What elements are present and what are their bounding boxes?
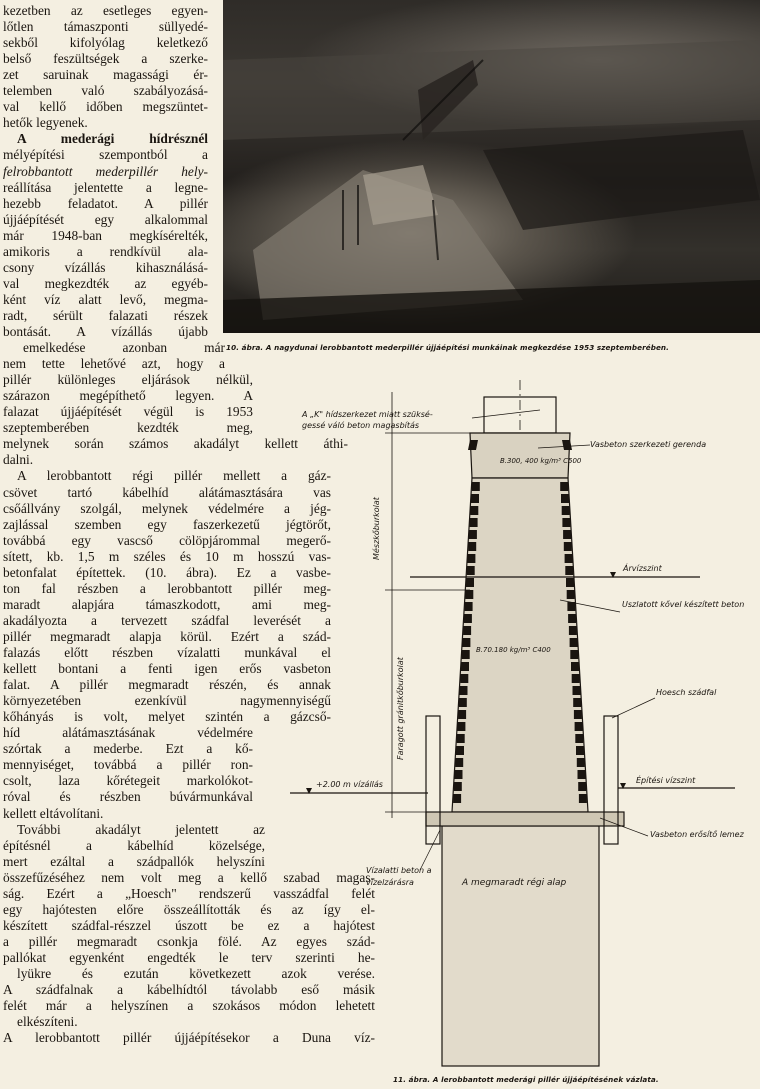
granite-block — [462, 650, 470, 659]
diagram-vertical-label-2: Faragott gránitkőburkolat — [396, 657, 405, 760]
granite-block — [465, 590, 473, 599]
text-line: falazás előtt részben vízalatti munkával el — [3, 645, 331, 660]
granite-block — [463, 626, 471, 635]
diagram-underwater-label-1: Vízalatti beton a — [366, 866, 432, 875]
text-line: ság. Ezért a „Hoesch" rendszerű vasszádfal felét — [3, 885, 375, 901]
text-line: bontását. A vízállás újabb — [3, 324, 208, 339]
granite-block — [455, 758, 463, 767]
text-line: környezetében ezenkívül nagymennyiségű — [3, 693, 331, 709]
text-line: róval és részben búvármunkával — [3, 789, 253, 805]
granite-block — [468, 542, 476, 551]
text-line: melynek során számos akadályt kellett áthi- — [3, 436, 348, 452]
diagram-vertical-label-1: Mészkőburkolat — [372, 497, 381, 560]
text-line: telemben való szabályozásá- — [3, 83, 208, 99]
text-line: belső feszültségek a szerke- — [3, 51, 208, 67]
diagram-concrete-top-label: B.300, 400 kg/m³ C500 — [500, 457, 582, 465]
text-line: hetők legyenek. — [3, 115, 88, 131]
concrete-cap — [470, 433, 570, 478]
granite-block — [566, 578, 574, 587]
granite-block — [565, 554, 573, 563]
granite-block — [466, 578, 474, 587]
granite-block — [470, 506, 478, 515]
text-line: egy hajótesten előre összeállították és az így el- — [3, 901, 375, 917]
granite-block — [574, 710, 582, 719]
text-line: szeptemberében kezdték meg, — [3, 420, 253, 436]
granite-block — [471, 494, 479, 503]
text-line: mélyépítési szempontból a — [3, 147, 208, 163]
granite-block — [560, 482, 568, 491]
diagram-sheet-pile-label: Hoesch szádfal — [656, 688, 717, 697]
text-line: lyükre és ezután következett azok verése. — [17, 966, 375, 981]
granite-block — [467, 566, 475, 575]
text-line: A szádfalnak a kábelhídtól távolabb eső másik — [3, 982, 375, 998]
granite-block — [469, 530, 477, 539]
text-line: továbbá egy vascső cölöpjárommal megerő- — [3, 532, 331, 548]
text-line: újjáépítését egy alkalommal — [3, 211, 208, 227]
text-line: összefűzéséhez nem volt meg a kellő szabad magas- — [3, 869, 375, 885]
pier-diagram — [262, 368, 760, 1076]
granite-block — [569, 626, 577, 635]
granite-block — [576, 746, 584, 755]
granite-block — [458, 710, 466, 719]
granite-block — [457, 722, 465, 731]
text-line: A lerobbantott régi pillér mellett a gáz- — [17, 468, 331, 484]
text-line: emelkedése azonban már — [23, 340, 225, 356]
text-line: híd alátámasztásának védelmére — [3, 725, 253, 741]
text-line: val kellő időben megszüntet- — [3, 99, 208, 115]
photo-caption: 10. ábra. A nagydunai lerobbantott mederpillér újjáépítési munkáinak megkezdése 1953 szeptemberében. — [226, 343, 669, 352]
granite-block — [568, 614, 576, 623]
text-line: pillér különleges eljárások nélkül, — [3, 372, 253, 388]
granite-block — [573, 686, 581, 695]
diagram-top-note-2: gessé váló beton magasbítás — [302, 421, 420, 430]
text-line: pillér megmaradt alapja körül. Ezért a szád- — [3, 628, 331, 644]
text-line: pallókat egyenként engedték le terv szerinti he- — [3, 949, 375, 965]
text-line: a pillér megmaradt csonkja fölé. Az egyes szád- — [3, 933, 375, 949]
granite-block — [573, 698, 581, 707]
text-line: szórtak a mederbe. Ezt a kő- — [3, 741, 253, 757]
diagram-flood-level-label: Árvízszint — [623, 564, 662, 573]
text-line: készített szádfal-részzel úszott be ez a hajótest — [3, 917, 375, 933]
old-foundation — [442, 826, 599, 1066]
text-line: ton fal részben a lerobbantott pillér meg- — [3, 580, 331, 596]
text-line: felrobbantott mederpillér hely- — [3, 163, 208, 179]
granite-block — [461, 662, 469, 671]
granite-block — [456, 746, 464, 755]
text-line: zet saruinak magassági ér- — [3, 67, 208, 83]
granite-block — [570, 638, 578, 647]
diagram-fill-label: Uszlatott kővel készített beton — [622, 600, 745, 609]
granite-block — [578, 770, 586, 779]
reinforcing-plate — [426, 812, 624, 826]
text-line: építésnél a kábelhíd közelsége, — [3, 837, 265, 853]
granite-block — [564, 542, 572, 551]
text-line: elkészíteni. — [17, 1014, 78, 1030]
diagram-plate-label: Vasbeton erősítő lemez — [650, 830, 744, 839]
text-line: kellett bontani a fenti igen erős vasbeton — [3, 661, 331, 677]
granite-block — [575, 734, 583, 743]
photo-scene — [223, 0, 760, 333]
granite-block — [562, 506, 570, 515]
granite-block — [563, 530, 571, 539]
text-line: lőtlen támaszponti süllyedé- — [3, 19, 208, 35]
text-line: csolt, laza kőrétegeit markolókot- — [3, 773, 253, 789]
construction-photo — [223, 0, 760, 333]
text-line: már 1948-ban megkísérelték, — [3, 227, 208, 243]
granite-block — [562, 518, 570, 527]
text-line: nem tette lehetővé azt, hogy a — [3, 356, 225, 372]
granite-block — [454, 782, 462, 791]
text-line: falat. A pillér megmaradt részén, és annak — [3, 677, 331, 693]
granite-block — [465, 602, 473, 611]
text-line: hezebb feladatot. A pillér — [3, 195, 208, 211]
granite-block — [460, 674, 468, 683]
text-line: val megkezdték az egyéb- — [3, 275, 208, 291]
text-line: radt, sérült falazati részek — [3, 307, 208, 323]
granite-block — [567, 590, 575, 599]
granite-block — [575, 722, 583, 731]
granite-block — [570, 650, 578, 659]
text-line: akadályozta a tervezett szádfal leverését a — [3, 612, 331, 628]
granite-block — [472, 482, 480, 491]
granite-block — [467, 554, 475, 563]
diagram-build-level-label: Építési vízszint — [636, 776, 696, 785]
granite-block — [579, 794, 587, 803]
granite-block — [455, 770, 463, 779]
text-line: szárazon megépíthető legyen. A — [3, 388, 253, 404]
text-line: kezetben az esetleges egyen- — [3, 3, 208, 18]
diagram-caption: 11. ábra. A lerobbantott mederági pillér újjáépítésének vázlata. — [393, 1075, 659, 1084]
text-line: A lerobbantott pillér újjáépítésekor a Duna víz- — [3, 1030, 375, 1046]
granite-block — [561, 494, 569, 503]
text-line: zajlással szemben egy faszerkezetű jégtörőt, — [3, 516, 331, 532]
text-line: csony vízállás kihasználásá- — [3, 259, 208, 275]
text-line: További akadályt jelentett az — [17, 821, 265, 837]
text-line: kellett eltávolítani. — [3, 805, 104, 821]
diagram-water-left-label: +2.00 m vízállás — [316, 780, 383, 789]
text-line: maradt alapjára támaszkodott, ami meg- — [3, 596, 331, 612]
granite-block — [571, 662, 579, 671]
diagram-underwater-label-2: vízelzárásra — [366, 878, 414, 887]
text-line: mert ezáltal a szádpallók helyszíni — [3, 853, 265, 869]
text-line: csőállvány szolgál, melynek védelmére a jég- — [3, 500, 331, 516]
granite-block — [577, 758, 585, 767]
text-line: falazat újjáépítését végül is 1953 — [3, 404, 253, 420]
text-line: felét már a helyszínen a szokásos módon lehetett — [3, 998, 375, 1014]
granite-block — [565, 566, 573, 575]
granite-block — [464, 614, 472, 623]
text-line: mennyiséget, továbbá a pillér ron- — [3, 757, 253, 773]
diagram-beam-label: Vasbeton szerkezeti gerenda — [590, 440, 707, 449]
granite-block — [457, 734, 465, 743]
granite-block — [470, 518, 478, 527]
diagram-concrete-mid-label: B.70.180 kg/m³ C400 — [476, 646, 551, 654]
text-line: amikoris a rendkívül ala- — [3, 243, 208, 259]
text-line: csövet tartó kábelhíd alátámasztására vas — [3, 484, 331, 500]
diagram-base-label: A megmaradt régi alap — [462, 878, 567, 888]
text-line: sített, kb. 1,5 m széles és 10 m hosszú vas- — [3, 548, 331, 564]
pier-shaft — [452, 478, 588, 812]
text-line: ként víz alatt levő, megma- — [3, 291, 208, 307]
granite-block — [462, 638, 470, 647]
text-line: sekből kifolyólag keletkező — [3, 35, 208, 51]
text-line: A mederági hídrésznél — [17, 131, 208, 147]
granite-block — [567, 602, 575, 611]
granite-block — [578, 782, 586, 791]
granite-block — [453, 794, 461, 803]
text-line: betonfalat építettek. (10. ábra). Ez a vasbe- — [3, 564, 331, 580]
granite-block — [572, 674, 580, 683]
text-line: reállítása jelentette a legne- — [3, 179, 208, 195]
text-line: kőhányás is volt, melyet szintén a gázcső- — [3, 709, 331, 725]
text-line: dalni. — [3, 452, 34, 468]
diagram-top-note-1: A „K" hídszerkezet miatt szüksé- — [302, 410, 433, 419]
granite-block — [460, 686, 468, 695]
granite-block — [459, 698, 467, 707]
